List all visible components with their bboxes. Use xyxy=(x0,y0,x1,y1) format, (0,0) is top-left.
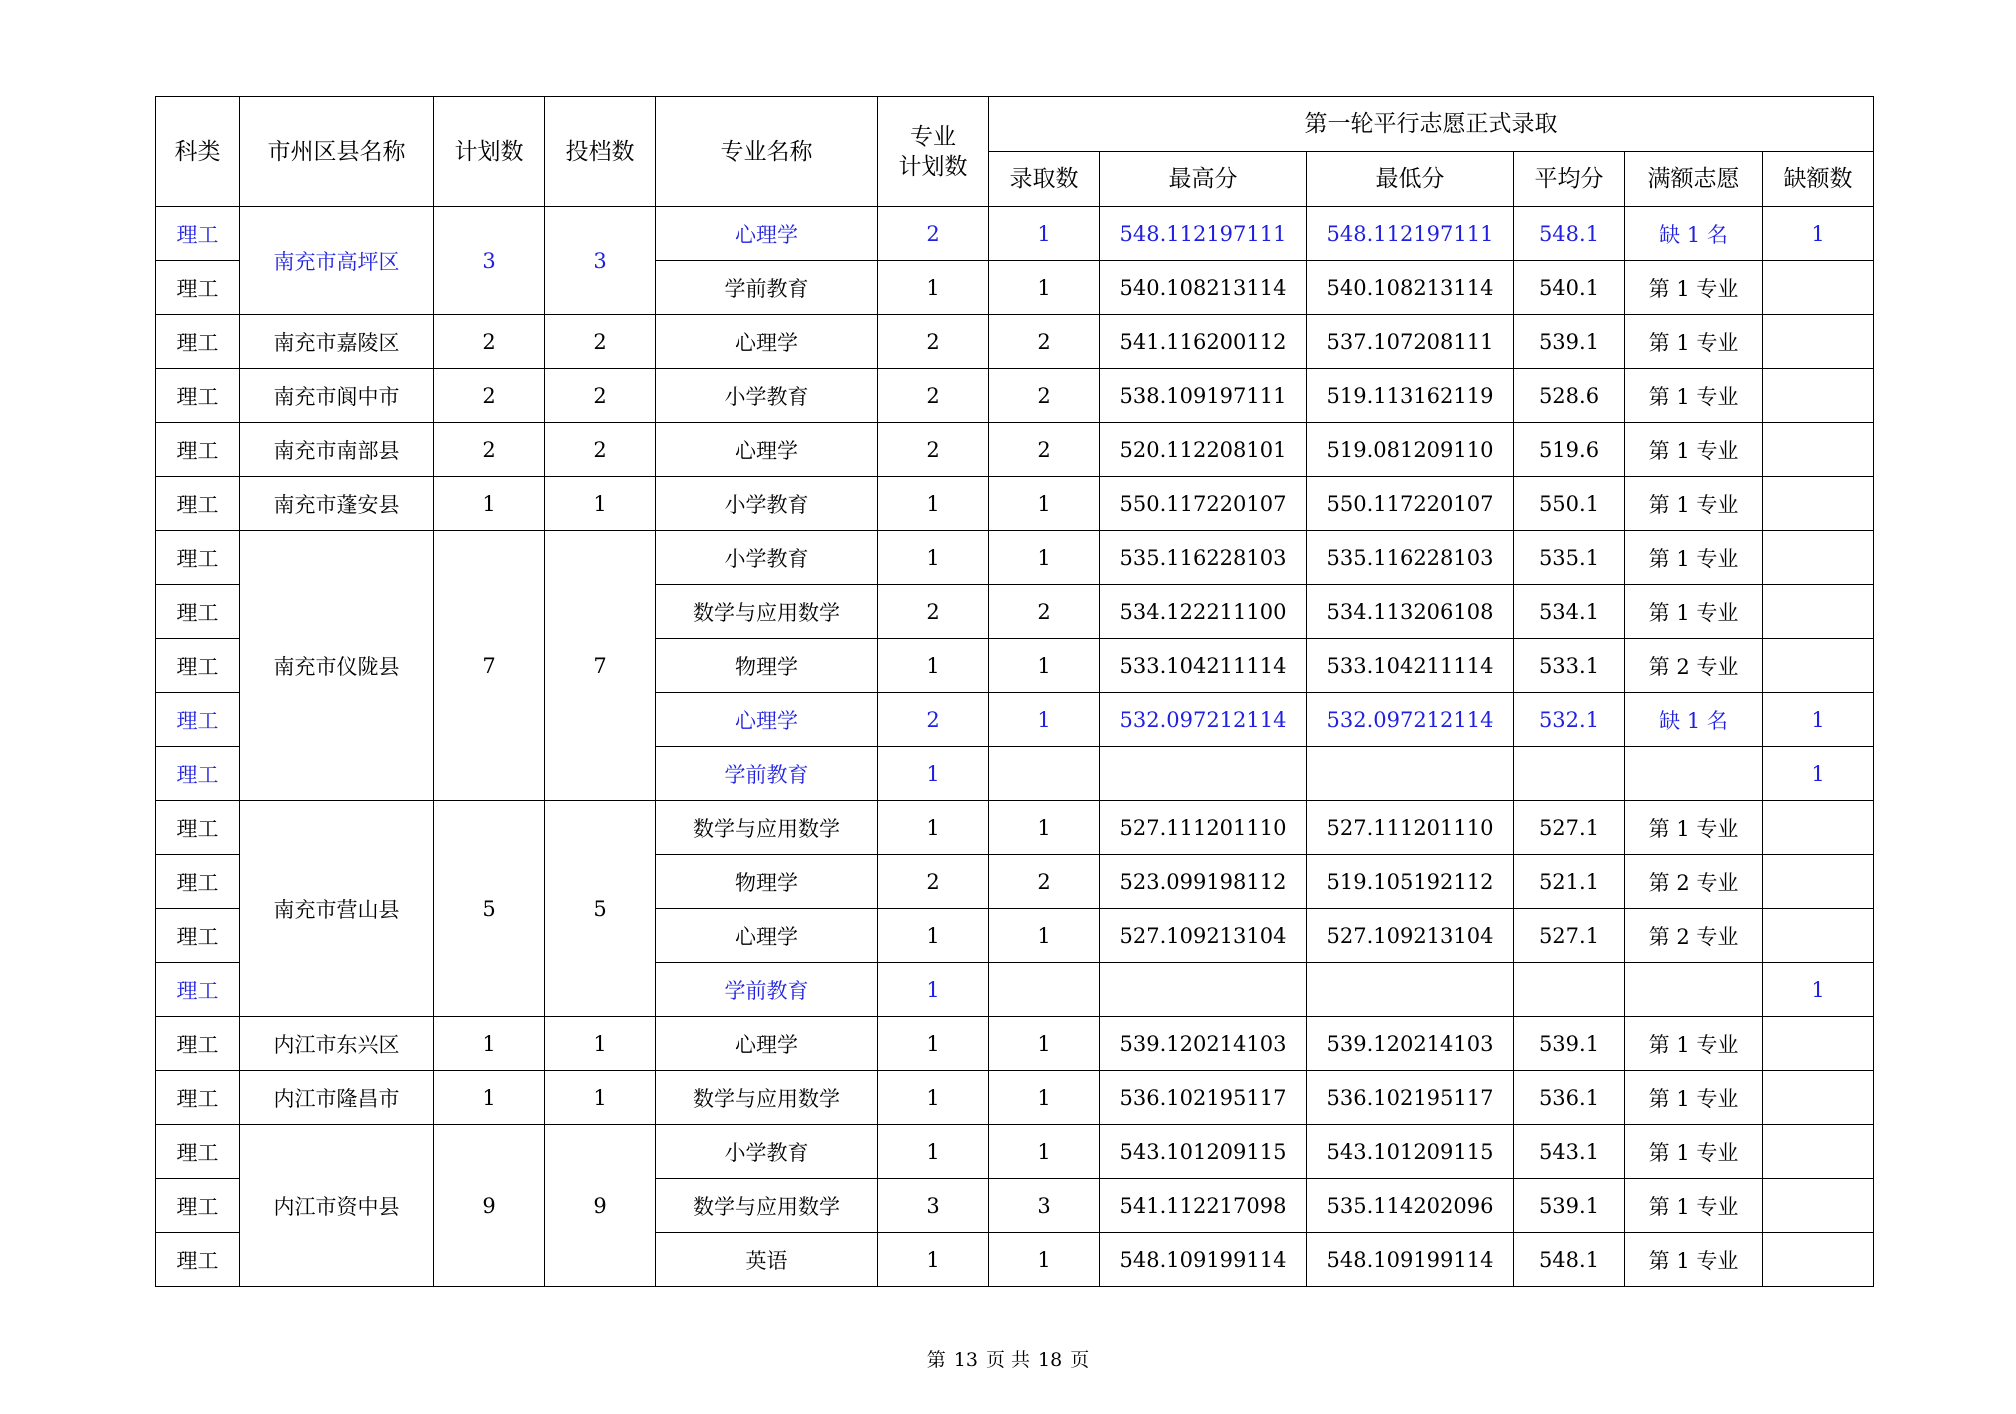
cell-subject: 理工 xyxy=(156,1071,240,1125)
cell-district: 南充市蓬安县 xyxy=(240,477,434,531)
cell-admitted: 1 xyxy=(989,1125,1100,1179)
cell-major-plan: 2 xyxy=(878,855,989,909)
cell-plan: 3 xyxy=(434,207,545,315)
cell-wish: 第 1 专业 xyxy=(1625,531,1763,585)
header-round-group: 第一轮平行志愿正式录取 xyxy=(989,97,1874,152)
cell-avg: 539.1 xyxy=(1514,1017,1625,1071)
cell-major: 小学教育 xyxy=(656,369,878,423)
cell-avg: 528.6 xyxy=(1514,369,1625,423)
cell-plan: 1 xyxy=(434,477,545,531)
cell-shortfall: 1 xyxy=(1763,207,1874,261)
cell-major: 学前教育 xyxy=(656,747,878,801)
cell-major-plan: 1 xyxy=(878,801,989,855)
cell-district: 南充市仪陇县 xyxy=(240,531,434,801)
cell-major-plan: 1 xyxy=(878,261,989,315)
footer-total-pages: 18 xyxy=(1038,1349,1063,1371)
header-admitted: 录取数 xyxy=(989,152,1100,207)
cell-subject: 理工 xyxy=(156,963,240,1017)
cell-min: 548.112197111 xyxy=(1307,207,1514,261)
cell-major-plan: 2 xyxy=(878,423,989,477)
cell-major-plan: 2 xyxy=(878,369,989,423)
cell-shortfall xyxy=(1763,1071,1874,1125)
cell-max: 538.109197111 xyxy=(1100,369,1307,423)
cell-filed: 2 xyxy=(545,369,656,423)
cell-admitted: 1 xyxy=(989,207,1100,261)
cell-major: 心理学 xyxy=(656,693,878,747)
cell-major: 小学教育 xyxy=(656,1125,878,1179)
cell-plan: 1 xyxy=(434,1017,545,1071)
cell-admitted: 2 xyxy=(989,585,1100,639)
cell-major: 数学与应用数学 xyxy=(656,585,878,639)
cell-major: 英语 xyxy=(656,1233,878,1287)
cell-admitted: 1 xyxy=(989,639,1100,693)
cell-min: 533.104211114 xyxy=(1307,639,1514,693)
cell-filed: 1 xyxy=(545,1017,656,1071)
cell-major-plan: 2 xyxy=(878,585,989,639)
cell-major-plan: 1 xyxy=(878,1233,989,1287)
cell-max xyxy=(1100,963,1307,1017)
cell-major-plan: 1 xyxy=(878,909,989,963)
table-body xyxy=(156,207,1874,1287)
cell-filed: 5 xyxy=(545,801,656,1017)
cell-max: 534.122211100 xyxy=(1100,585,1307,639)
cell-major: 数学与应用数学 xyxy=(656,1179,878,1233)
cell-shortfall: 1 xyxy=(1763,747,1874,801)
footer-suffix: 页 xyxy=(1070,1349,1090,1371)
cell-admitted: 1 xyxy=(989,1071,1100,1125)
cell-shortfall xyxy=(1763,801,1874,855)
cell-avg: 534.1 xyxy=(1514,585,1625,639)
cell-major-plan: 1 xyxy=(878,531,989,585)
cell-max: 548.112197111 xyxy=(1100,207,1307,261)
page-footer xyxy=(0,1345,2016,1372)
cell-plan: 2 xyxy=(434,369,545,423)
cell-plan: 7 xyxy=(434,531,545,801)
cell-plan: 1 xyxy=(434,1071,545,1125)
table-row xyxy=(156,801,1874,855)
header-avg: 平均分 xyxy=(1514,152,1625,207)
cell-wish: 第 2 专业 xyxy=(1625,639,1763,693)
cell-admitted xyxy=(989,963,1100,1017)
cell-district: 南充市营山县 xyxy=(240,801,434,1017)
cell-max: 550.117220107 xyxy=(1100,477,1307,531)
cell-district: 南充市阆中市 xyxy=(240,369,434,423)
cell-avg: 548.1 xyxy=(1514,1233,1625,1287)
cell-min: 532.097212114 xyxy=(1307,693,1514,747)
cell-shortfall xyxy=(1763,1179,1874,1233)
cell-major-plan: 1 xyxy=(878,1017,989,1071)
cell-subject: 理工 xyxy=(156,207,240,261)
cell-admitted: 1 xyxy=(989,693,1100,747)
cell-min: 537.107208111 xyxy=(1307,315,1514,369)
cell-avg: 536.1 xyxy=(1514,1071,1625,1125)
cell-shortfall xyxy=(1763,909,1874,963)
cell-min: 519.081209110 xyxy=(1307,423,1514,477)
cell-major-plan: 1 xyxy=(878,1071,989,1125)
cell-wish: 第 1 专业 xyxy=(1625,477,1763,531)
cell-filed: 2 xyxy=(545,315,656,369)
footer-middle: 页 共 xyxy=(985,1349,1031,1371)
cell-admitted: 2 xyxy=(989,369,1100,423)
cell-avg: 540.1 xyxy=(1514,261,1625,315)
cell-max: 527.111201110 xyxy=(1100,801,1307,855)
cell-min: 539.120214103 xyxy=(1307,1017,1514,1071)
cell-admitted: 2 xyxy=(989,855,1100,909)
cell-major-plan: 1 xyxy=(878,639,989,693)
cell-admitted: 1 xyxy=(989,909,1100,963)
cell-max: 541.116200112 xyxy=(1100,315,1307,369)
cell-min: 540.108213114 xyxy=(1307,261,1514,315)
table-row xyxy=(156,423,1874,477)
cell-max: 523.099198112 xyxy=(1100,855,1307,909)
cell-min: 535.114202096 xyxy=(1307,1179,1514,1233)
cell-subject: 理工 xyxy=(156,531,240,585)
table-header xyxy=(156,97,1874,207)
cell-filed: 7 xyxy=(545,531,656,801)
cell-max: 533.104211114 xyxy=(1100,639,1307,693)
header-plan: 计划数 xyxy=(434,97,545,207)
cell-avg: 539.1 xyxy=(1514,315,1625,369)
table-row xyxy=(156,477,1874,531)
cell-min: 543.101209115 xyxy=(1307,1125,1514,1179)
table-row xyxy=(156,531,1874,585)
cell-district: 南充市高坪区 xyxy=(240,207,434,315)
cell-subject: 理工 xyxy=(156,1179,240,1233)
cell-subject: 理工 xyxy=(156,423,240,477)
cell-filed: 1 xyxy=(545,477,656,531)
cell-major-plan: 3 xyxy=(878,1179,989,1233)
cell-major: 小学教育 xyxy=(656,477,878,531)
cell-filed: 9 xyxy=(545,1125,656,1287)
cell-subject: 理工 xyxy=(156,909,240,963)
cell-subject: 理工 xyxy=(156,585,240,639)
cell-shortfall xyxy=(1763,477,1874,531)
cell-plan: 2 xyxy=(434,423,545,477)
cell-filed: 2 xyxy=(545,423,656,477)
cell-shortfall xyxy=(1763,1233,1874,1287)
header-district: 市州区县名称 xyxy=(240,97,434,207)
cell-wish: 第 2 专业 xyxy=(1625,909,1763,963)
cell-min: 534.113206108 xyxy=(1307,585,1514,639)
header-major-plan-line1: 专业 xyxy=(910,123,956,150)
cell-shortfall xyxy=(1763,261,1874,315)
cell-wish xyxy=(1625,963,1763,1017)
cell-wish: 第 1 专业 xyxy=(1625,1017,1763,1071)
cell-subject: 理工 xyxy=(156,693,240,747)
cell-subject: 理工 xyxy=(156,477,240,531)
cell-major: 数学与应用数学 xyxy=(656,801,878,855)
cell-min: 536.102195117 xyxy=(1307,1071,1514,1125)
cell-wish: 第 1 专业 xyxy=(1625,1125,1763,1179)
cell-max: 520.112208101 xyxy=(1100,423,1307,477)
cell-shortfall xyxy=(1763,639,1874,693)
table-row xyxy=(156,315,1874,369)
cell-avg: 532.1 xyxy=(1514,693,1625,747)
cell-shortfall xyxy=(1763,315,1874,369)
cell-major-plan: 2 xyxy=(878,207,989,261)
header-major-plan xyxy=(878,97,989,207)
admission-table xyxy=(155,96,1874,1287)
cell-major: 学前教育 xyxy=(656,963,878,1017)
cell-admitted: 1 xyxy=(989,1017,1100,1071)
cell-avg: 535.1 xyxy=(1514,531,1625,585)
cell-wish xyxy=(1625,747,1763,801)
cell-min: 519.105192112 xyxy=(1307,855,1514,909)
cell-shortfall: 1 xyxy=(1763,963,1874,1017)
cell-admitted: 1 xyxy=(989,531,1100,585)
cell-wish: 第 1 专业 xyxy=(1625,1179,1763,1233)
cell-min xyxy=(1307,747,1514,801)
cell-min: 527.109213104 xyxy=(1307,909,1514,963)
cell-subject: 理工 xyxy=(156,801,240,855)
cell-avg: 527.1 xyxy=(1514,909,1625,963)
cell-major: 心理学 xyxy=(656,315,878,369)
cell-shortfall xyxy=(1763,585,1874,639)
cell-max: 532.097212114 xyxy=(1100,693,1307,747)
cell-major: 小学教育 xyxy=(656,531,878,585)
cell-avg: 527.1 xyxy=(1514,801,1625,855)
cell-min: 519.113162119 xyxy=(1307,369,1514,423)
cell-wish: 第 1 专业 xyxy=(1625,1233,1763,1287)
cell-major: 数学与应用数学 xyxy=(656,1071,878,1125)
cell-admitted: 1 xyxy=(989,477,1100,531)
cell-subject: 理工 xyxy=(156,747,240,801)
cell-max: 540.108213114 xyxy=(1100,261,1307,315)
cell-district: 南充市嘉陵区 xyxy=(240,315,434,369)
cell-subject: 理工 xyxy=(156,369,240,423)
cell-major: 物理学 xyxy=(656,855,878,909)
cell-shortfall: 1 xyxy=(1763,693,1874,747)
table-row xyxy=(156,207,1874,261)
cell-min: 548.109199114 xyxy=(1307,1233,1514,1287)
cell-wish: 第 1 专业 xyxy=(1625,423,1763,477)
table-row xyxy=(156,1017,1874,1071)
cell-admitted: 1 xyxy=(989,801,1100,855)
cell-max: 536.102195117 xyxy=(1100,1071,1307,1125)
cell-avg: 533.1 xyxy=(1514,639,1625,693)
cell-max: 548.109199114 xyxy=(1100,1233,1307,1287)
cell-subject: 理工 xyxy=(156,1125,240,1179)
cell-major: 物理学 xyxy=(656,639,878,693)
table-row xyxy=(156,1071,1874,1125)
header-major: 专业名称 xyxy=(656,97,878,207)
header-major-plan-line2: 计划数 xyxy=(898,153,968,180)
cell-shortfall xyxy=(1763,423,1874,477)
cell-avg: 550.1 xyxy=(1514,477,1625,531)
cell-major: 心理学 xyxy=(656,909,878,963)
cell-avg xyxy=(1514,963,1625,1017)
cell-major-plan: 1 xyxy=(878,747,989,801)
cell-major: 心理学 xyxy=(656,423,878,477)
cell-shortfall xyxy=(1763,1017,1874,1071)
cell-subject: 理工 xyxy=(156,1017,240,1071)
cell-avg: 539.1 xyxy=(1514,1179,1625,1233)
cell-wish: 第 1 专业 xyxy=(1625,315,1763,369)
cell-max: 541.112217098 xyxy=(1100,1179,1307,1233)
cell-avg: 543.1 xyxy=(1514,1125,1625,1179)
cell-shortfall xyxy=(1763,855,1874,909)
header-wish: 满额志愿 xyxy=(1625,152,1763,207)
cell-max: 535.116228103 xyxy=(1100,531,1307,585)
cell-subject: 理工 xyxy=(156,261,240,315)
cell-admitted xyxy=(989,747,1100,801)
cell-major-plan: 1 xyxy=(878,963,989,1017)
cell-major-plan: 1 xyxy=(878,1125,989,1179)
cell-wish: 缺 1 名 xyxy=(1625,207,1763,261)
cell-min: 535.116228103 xyxy=(1307,531,1514,585)
cell-shortfall xyxy=(1763,1125,1874,1179)
cell-max: 539.120214103 xyxy=(1100,1017,1307,1071)
cell-plan: 5 xyxy=(434,801,545,1017)
cell-avg xyxy=(1514,747,1625,801)
cell-filed: 3 xyxy=(545,207,656,315)
cell-wish: 第 1 专业 xyxy=(1625,369,1763,423)
cell-district: 南充市南部县 xyxy=(240,423,434,477)
cell-wish: 第 1 专业 xyxy=(1625,261,1763,315)
cell-subject: 理工 xyxy=(156,315,240,369)
cell-major: 心理学 xyxy=(656,1017,878,1071)
cell-district: 内江市资中县 xyxy=(240,1125,434,1287)
cell-plan: 2 xyxy=(434,315,545,369)
header-shortfall: 缺额数 xyxy=(1763,152,1874,207)
cell-filed: 1 xyxy=(545,1071,656,1125)
cell-min: 527.111201110 xyxy=(1307,801,1514,855)
cell-major-plan: 2 xyxy=(878,693,989,747)
cell-wish: 第 2 专业 xyxy=(1625,855,1763,909)
cell-admitted: 2 xyxy=(989,315,1100,369)
cell-avg: 548.1 xyxy=(1514,207,1625,261)
cell-major-plan: 1 xyxy=(878,477,989,531)
cell-wish: 第 1 专业 xyxy=(1625,801,1763,855)
cell-major-plan: 2 xyxy=(878,315,989,369)
cell-major: 心理学 xyxy=(656,207,878,261)
cell-wish: 第 1 专业 xyxy=(1625,1071,1763,1125)
table-row xyxy=(156,369,1874,423)
cell-subject: 理工 xyxy=(156,855,240,909)
cell-admitted: 3 xyxy=(989,1179,1100,1233)
footer-prefix: 第 xyxy=(926,1349,946,1371)
header-filed: 投档数 xyxy=(545,97,656,207)
cell-admitted: 1 xyxy=(989,261,1100,315)
header-subject: 科类 xyxy=(156,97,240,207)
table-row xyxy=(156,1125,1874,1179)
cell-avg: 519.6 xyxy=(1514,423,1625,477)
cell-shortfall xyxy=(1763,531,1874,585)
header-max: 最高分 xyxy=(1100,152,1307,207)
cell-max: 527.109213104 xyxy=(1100,909,1307,963)
cell-plan: 9 xyxy=(434,1125,545,1287)
cell-min xyxy=(1307,963,1514,1017)
cell-wish: 缺 1 名 xyxy=(1625,693,1763,747)
cell-subject: 理工 xyxy=(156,1233,240,1287)
cell-min: 550.117220107 xyxy=(1307,477,1514,531)
cell-admitted: 2 xyxy=(989,423,1100,477)
header-min: 最低分 xyxy=(1307,152,1514,207)
cell-avg: 521.1 xyxy=(1514,855,1625,909)
cell-district: 内江市隆昌市 xyxy=(240,1071,434,1125)
footer-current-page: 13 xyxy=(953,1349,978,1371)
cell-major: 学前教育 xyxy=(656,261,878,315)
cell-max xyxy=(1100,747,1307,801)
cell-wish: 第 1 专业 xyxy=(1625,585,1763,639)
cell-max: 543.101209115 xyxy=(1100,1125,1307,1179)
cell-subject: 理工 xyxy=(156,639,240,693)
cell-district: 内江市东兴区 xyxy=(240,1017,434,1071)
cell-admitted: 1 xyxy=(989,1233,1100,1287)
cell-shortfall xyxy=(1763,369,1874,423)
